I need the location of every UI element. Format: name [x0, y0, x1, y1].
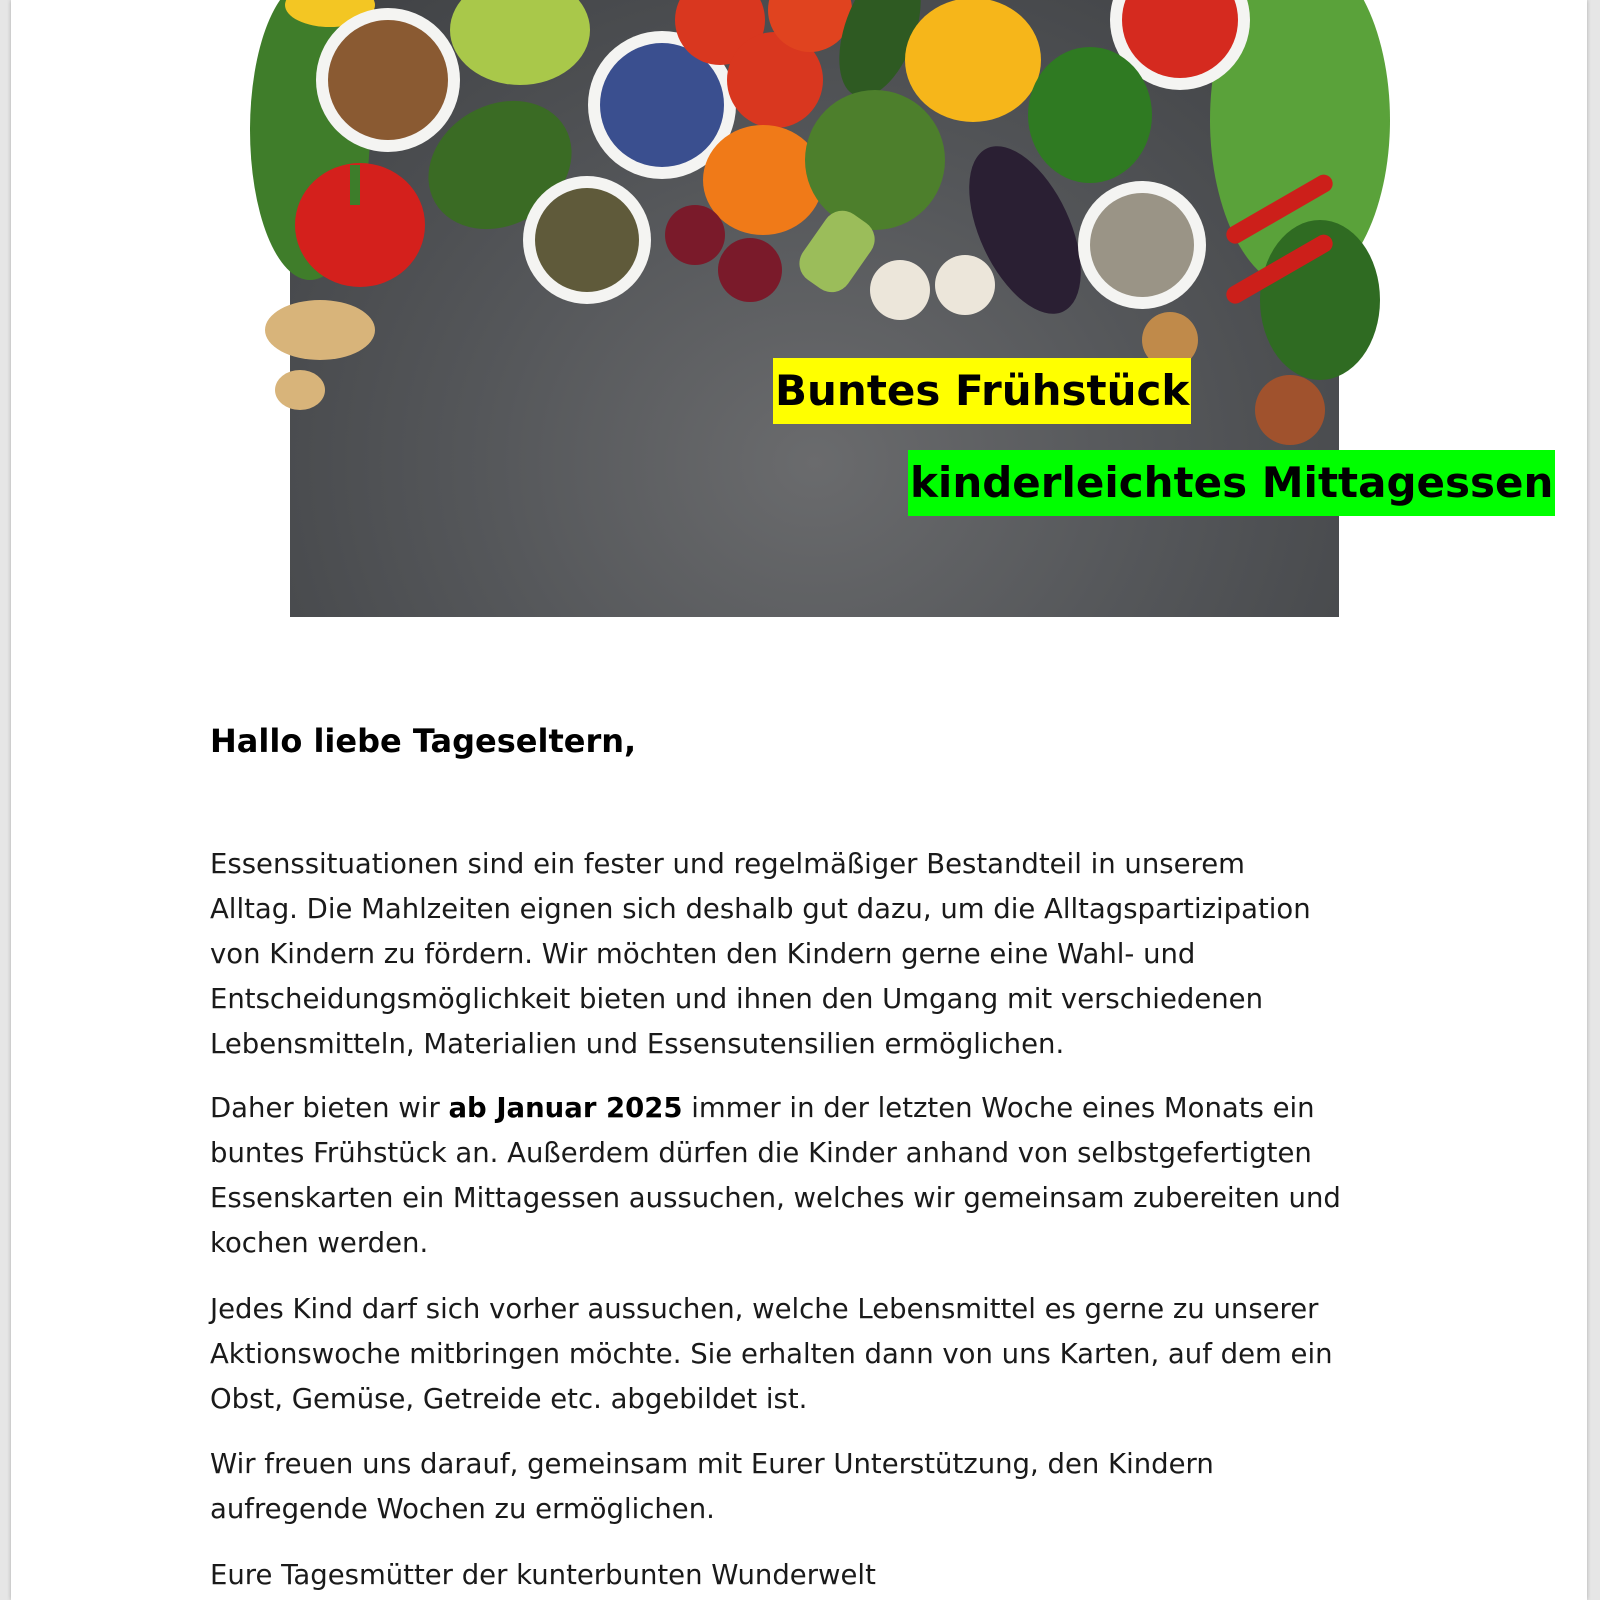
start-date-highlight: ab Januar 2025	[448, 1092, 683, 1124]
paragraph-closing: Wir freuen uns darauf, gemeinsam mit Eurer Unterstützung, den Kindern aufregende Wochen zu ermöglichen.	[210, 1448, 1214, 1525]
offer-text-end: immer in der letzten Woche eines Monats ein buntes Frühstück an. Außerdem dürfen die Kinder anhand von selbstgefertigten Essenskarten ein Mittagessen aussuchen, welches wir gemeinsam zubereiten und kochen werden.	[210, 1092, 1341, 1259]
offer-text-start: Daher bieten wir	[210, 1092, 449, 1124]
breakfast-headline: Buntes Frühstück	[773, 358, 1191, 424]
vegetables-illustration	[290, 0, 1339, 617]
signature: Eure Tagesmütter der kunterbunten Wunderwelt	[210, 1559, 876, 1591]
paragraph-cards: Jedes Kind darf sich vorher aussuchen, welche Lebensmittel es gerne zu unserer Aktionswoche mitbringen möchte. Sie erhalten dann von uns Karten, auf dem ein Obst, Gemüse, Getreide etc. abgebildet ist.	[210, 1293, 1333, 1415]
paragraph-intro: Essenssituationen sind ein fester und regelmäßiger Bestandteil in unserem Alltag. Die Mahlzeiten eignen sich deshalb gut dazu, um die Alltagspartizipation von Kindern zu fördern. Wir möchten den Kindern gerne eine Wahl- und Entscheidungsmöglichkeit bieten und ihnen den Umgang mit verschiedenen Lebensmitteln, Materialien und Essensutensilien ermöglichen.	[210, 848, 1311, 1060]
lunch-headline: kinderleichtes Mittagessen	[908, 450, 1555, 516]
paragraph-offer	[210, 1086, 1440, 1266]
document-page	[11, 0, 1587, 1600]
greeting: Hallo liebe Tageseltern,	[210, 722, 637, 760]
vegetables-banner-image	[290, 0, 1554, 617]
